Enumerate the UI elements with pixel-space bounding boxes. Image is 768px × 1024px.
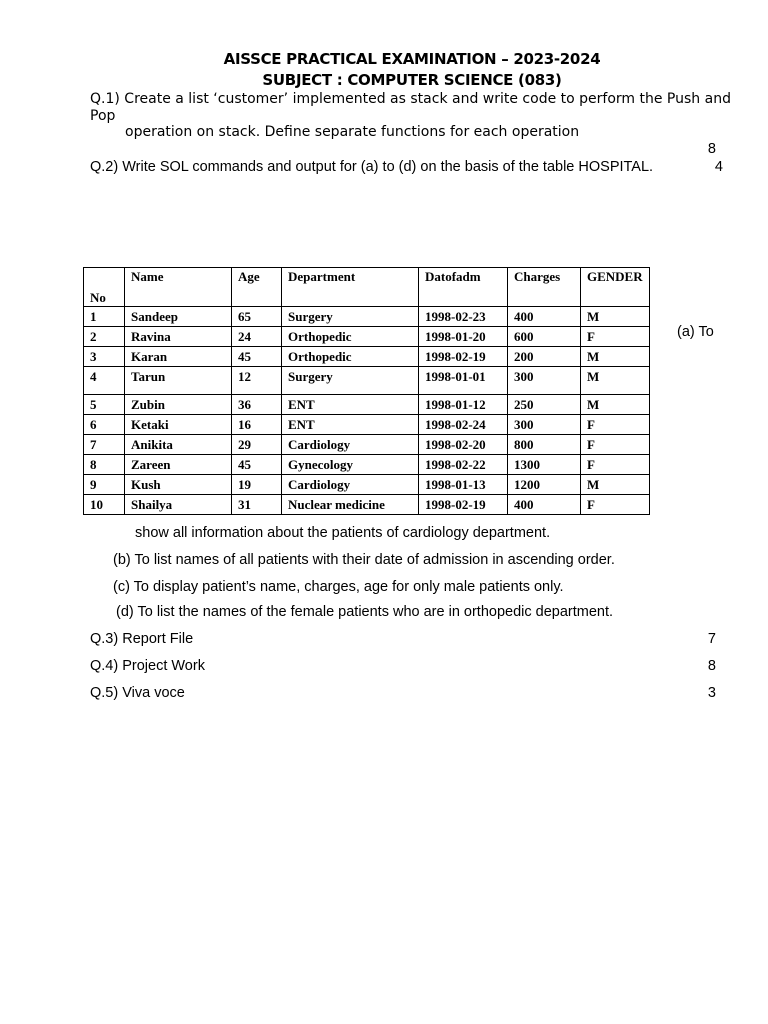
cell-no: 9 [84,475,125,495]
q1-line2: Pop [90,108,116,124]
cell-name: Zubin [125,395,232,415]
cell-no: 1 [84,307,125,327]
q1-line3: operation on stack. Define separate functions for each operation [125,124,580,140]
header-gender: GENDER [581,268,650,307]
cell-datofadm: 1998-02-24 [419,415,508,435]
cell-age: 36 [232,395,282,415]
q5-marks: 3 [707,685,716,701]
header-age: Age [232,268,282,307]
q4-marks: 8 [707,658,716,674]
cell-age: 65 [232,307,282,327]
cell-department: Gynecology [282,455,419,475]
cell-gender: M [581,395,650,415]
q3-marks: 7 [707,631,716,647]
cell-department: Cardiology [282,475,419,495]
cell-datofadm: 1998-02-22 [419,455,508,475]
cell-age: 24 [232,327,282,347]
cell-gender: M [581,307,650,327]
cell-name: Ravina [125,327,232,347]
cell-no: 4 [84,367,125,395]
cell-department: Orthopedic [282,347,419,367]
cell-name: Karan [125,347,232,367]
table-body [84,307,650,515]
hospital-table [83,267,650,515]
q4-label: Q.4) Project Work [90,658,205,674]
exam-title: AISSCE PRACTICAL EXAMINATION – 2023-2024 [223,50,601,68]
cell-no: 8 [84,455,125,475]
cell-no: 3 [84,347,125,367]
cell-datofadm: 1998-01-13 [419,475,508,495]
q1-marks: 8 [707,141,716,157]
table-row [84,495,650,515]
cell-datofadm: 1998-02-23 [419,307,508,327]
q5-label: Q.5) Viva voce [90,685,185,701]
cell-name: Ketaki [125,415,232,435]
cell-department: ENT [282,395,419,415]
cell-no: 7 [84,435,125,455]
cell-department: Surgery [282,307,419,327]
cell-charges: 600 [508,327,581,347]
cell-department: Surgery [282,367,419,395]
cell-datofadm: 1998-01-12 [419,395,508,415]
table-row [84,395,650,415]
cell-name: Shailya [125,495,232,515]
cell-datofadm: 1998-02-19 [419,347,508,367]
header-datofadm: Datofadm [419,268,508,307]
cell-department: Nuclear medicine [282,495,419,515]
subpart-a-label: (a) To [677,324,714,340]
table-header-row [84,268,650,307]
header-name: Name [125,268,232,307]
header-department: Department [282,268,419,307]
cell-gender: F [581,455,650,475]
cell-age: 45 [232,347,282,367]
cell-age: 16 [232,415,282,435]
q2-text: Q.2) Write SOL commands and output for (a) to (d) on the basis of the table HOSPITAL. [90,159,654,175]
header-no: No [84,268,125,307]
cell-name: Zareen [125,455,232,475]
subpart-d: (d) To list the names of the female patients who are in orthopedic department. [116,604,614,620]
cell-name: Kush [125,475,232,495]
cell-charges: 1300 [508,455,581,475]
table-row [84,327,650,347]
cell-charges: 400 [508,307,581,327]
table-row [84,455,650,475]
cell-name: Anikita [125,435,232,455]
cell-charges: 400 [508,495,581,515]
cell-datofadm: 1998-02-19 [419,495,508,515]
table-row [84,475,650,495]
cell-charges: 800 [508,435,581,455]
cell-department: Cardiology [282,435,419,455]
cell-charges: 300 [508,367,581,395]
table-row [84,367,650,395]
cell-age: 29 [232,435,282,455]
table-row [84,307,650,327]
q2-marks: 4 [714,159,723,175]
q3-label: Q.3) Report File [90,631,194,647]
cell-name: Sandeep [125,307,232,327]
subject-title: SUBJECT : COMPUTER SCIENCE (083) [262,71,562,89]
cell-gender: M [581,367,650,395]
table-row [84,415,650,435]
cell-name: Tarun [125,367,232,395]
subpart-a: show all information about the patients of cardiology department. [135,525,551,541]
cell-no: 10 [84,495,125,515]
cell-age: 45 [232,455,282,475]
cell-gender: M [581,347,650,367]
cell-department: ENT [282,415,419,435]
q1-line1: Q.1) Create a list ‘customer’ implemented as stack and write code to perform the Push and [90,91,731,107]
subpart-b: (b) To list names of all patients with their date of admission in ascending order. [113,552,615,568]
table-row [84,347,650,367]
cell-age: 31 [232,495,282,515]
cell-datofadm: 1998-02-20 [419,435,508,455]
cell-no: 5 [84,395,125,415]
cell-datofadm: 1998-01-20 [419,327,508,347]
cell-gender: F [581,415,650,435]
table-row [84,435,650,455]
cell-age: 12 [232,367,282,395]
cell-gender: F [581,327,650,347]
cell-gender: F [581,435,650,455]
cell-charges: 250 [508,395,581,415]
cell-charges: 300 [508,415,581,435]
cell-age: 19 [232,475,282,495]
header-charges: Charges [508,268,581,307]
cell-no: 6 [84,415,125,435]
subpart-c: (c) To display patient’s name, charges, age for only male patients only. [113,579,564,595]
cell-charges: 1200 [508,475,581,495]
cell-gender: M [581,475,650,495]
cell-datofadm: 1998-01-01 [419,367,508,395]
cell-department: Orthopedic [282,327,419,347]
cell-charges: 200 [508,347,581,367]
cell-gender: F [581,495,650,515]
cell-no: 2 [84,327,125,347]
